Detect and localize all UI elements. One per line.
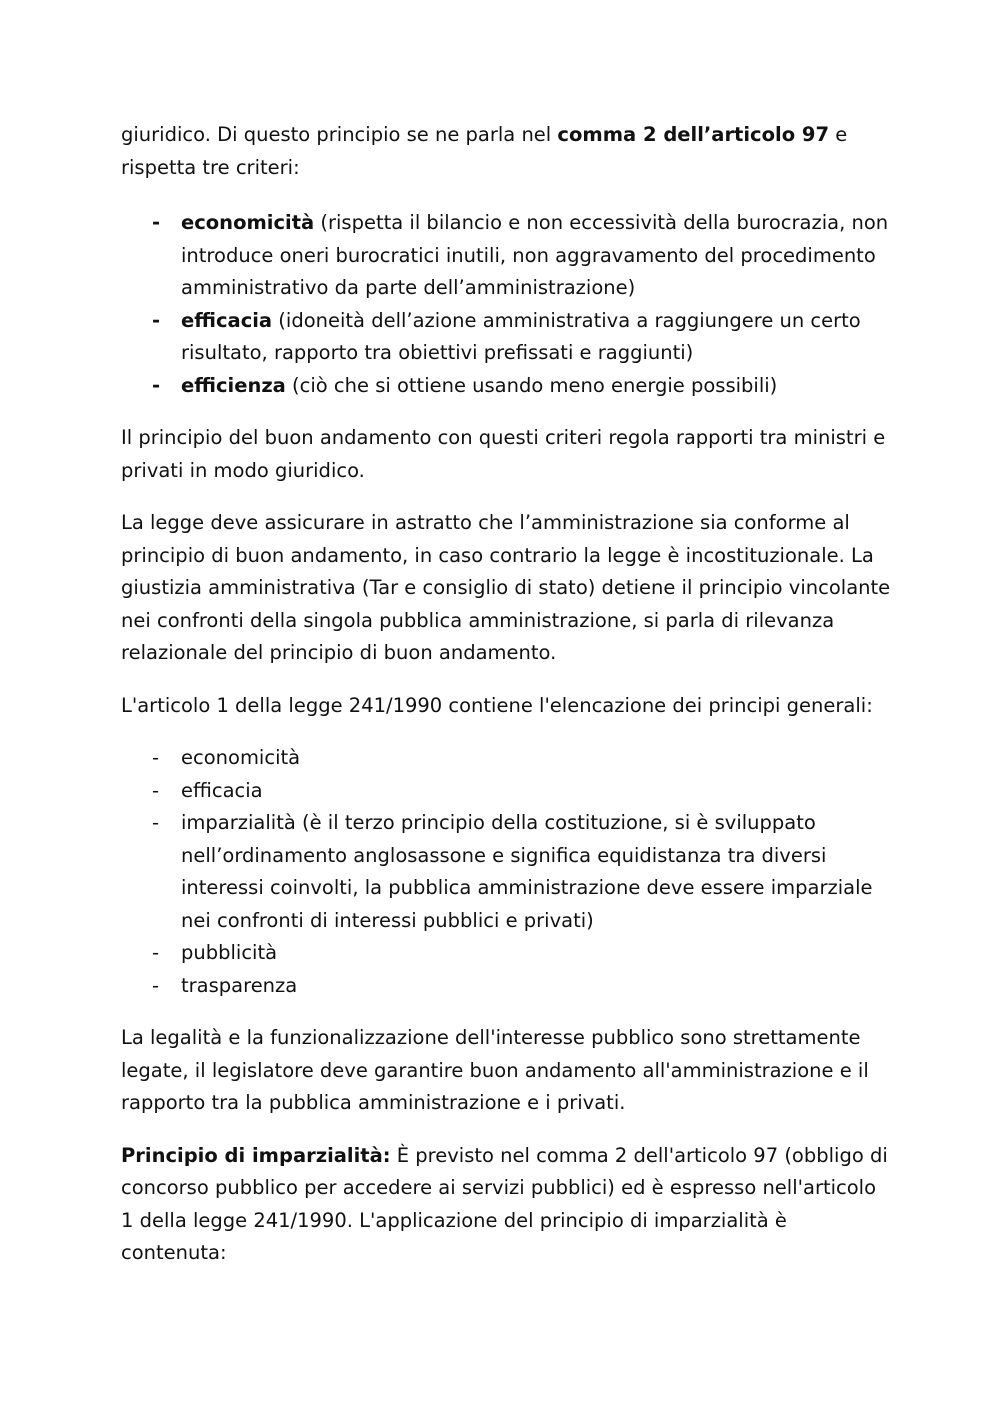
criterion-description: (idoneità dell’azione amministrativa a raggiungere un certo risultato, rapporto tra obiettivi prefissati e raggiunti) (181, 308, 861, 364)
list-item (121, 937, 891, 970)
list-dash: - (152, 973, 160, 997)
imparzialita-text: È previsto nel comma 2 dell'articolo 97 (obbligo di concorso pubblico per accedere ai servizi pubblici) ed è espresso nell'articolo 1 della legge 241/1990. L'applicazione del principio di imparzialità è contenuta: (121, 1143, 888, 1264)
paragraph-legalita: La legalità e la funzionalizzazione dell'interesse pubblico sono strettamente legate, il legislatore deve garantire buon andamento all'amministrazione e il rapporto tra la pubblica amministrazione e i privati. (121, 1026, 869, 1114)
principle-text: trasparenza (181, 973, 298, 997)
principle-text: pubblicità (181, 941, 278, 964)
list-dash: - (152, 746, 160, 769)
principle-text: economicità (181, 746, 301, 769)
list-item (121, 807, 891, 937)
list-item (121, 207, 891, 305)
intro-text-b: e rispetta tre criteri: (121, 123, 848, 179)
list-item (121, 370, 891, 403)
intro-paragraph (121, 119, 891, 184)
paragraph-imparzialita (121, 1140, 891, 1270)
principle-text: efficacia (181, 778, 263, 802)
criterion-description: (ciò che si ottiene usando meno energie possibili) (285, 373, 778, 397)
criterion-term: economicità (181, 211, 315, 234)
list-item (121, 305, 891, 370)
list-item (121, 775, 891, 808)
page-content (121, 119, 891, 1290)
list-item (121, 970, 891, 1003)
list-dash: - (152, 778, 160, 802)
paragraph-buon-andamento: Il principio del buon andamento con questi criteri regola rapporti tra ministri e privati in modo giuridico. (121, 426, 886, 482)
criterion-term: efficacia (181, 308, 273, 332)
criterion-description: (rispetta il bilancio e non eccessività della burocrazia, non introduce oneri burocratici inutili, non aggravamento del procedimento amministrativo da parte dell’amministrazione) (181, 211, 889, 299)
principle-text: imparzialità (è il terzo principio della costituzione, si è sviluppato nell’ordinamento anglosassone e significa equidistanza tra diversi interessi coinvolti, la pubblica amministrazione deve essere imparziale nei confronti di interessi pubblici e privati) (181, 811, 873, 932)
principles-list (121, 742, 891, 1002)
list-dash: - (152, 308, 161, 332)
imparzialita-heading: Principio di imparzialità: (121, 1143, 391, 1167)
list-dash: - (152, 941, 160, 964)
list-dash: - (152, 373, 161, 397)
list-item (121, 742, 891, 775)
paragraph-articolo-1: L'articolo 1 della legge 241/1990 contiene l'elencazione dei principi generali: (121, 693, 873, 717)
paragraph-legge: La legge deve assicurare in astratto che l’amministrazione sia conforme al principio di buon andamento, in caso contrario la legge è incostituzionale. La giustizia amministrativa (Tar e consiglio di stato) detiene il principio vincolante nei confronti della singola pubblica amministrazione, si parla di rilevanza relazionale del principio di buon andamento. (121, 511, 891, 664)
criteria-list (121, 207, 891, 402)
criterion-term: efficienza (181, 373, 286, 397)
intro-bold-ref: comma 2 dell’articolo 97 (557, 123, 830, 146)
list-dash: - (152, 211, 161, 234)
intro-text-a: giuridico. Di questo principio se ne parla nel (121, 123, 558, 146)
list-dash: - (152, 811, 160, 834)
